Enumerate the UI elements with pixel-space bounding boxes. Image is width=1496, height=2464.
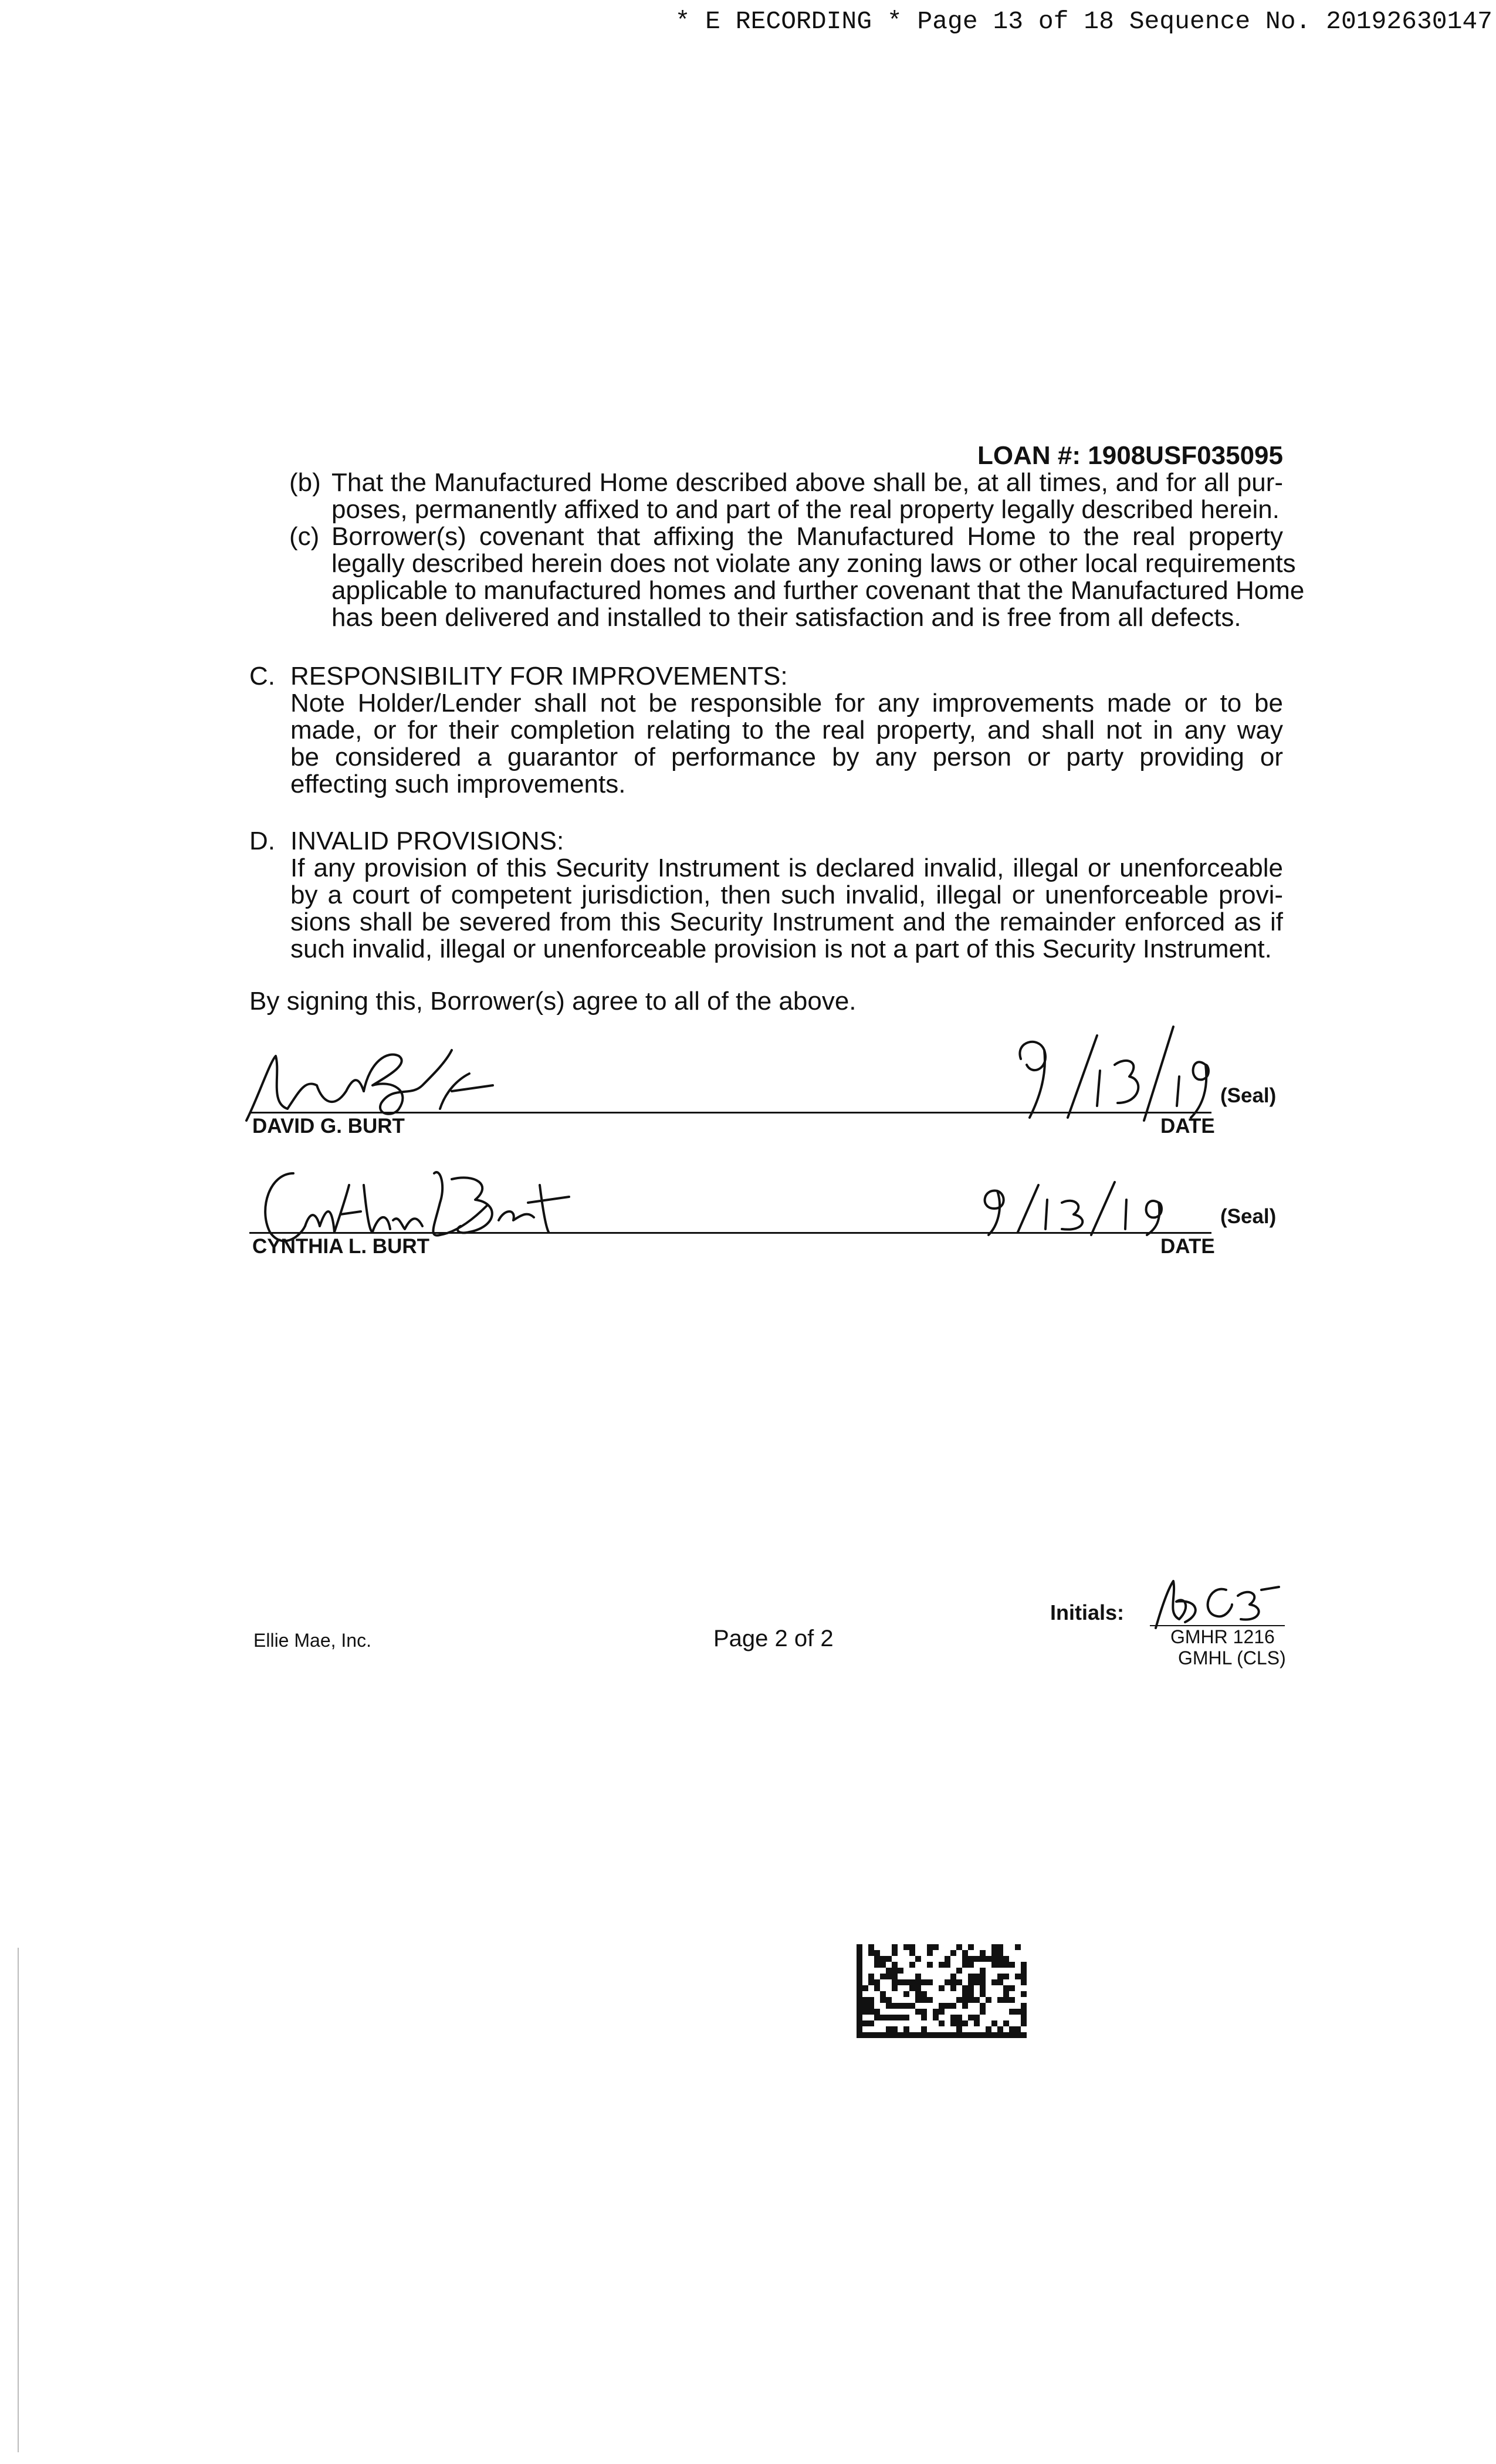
barcode-module xyxy=(892,1944,898,1950)
item-b-marker: (b) xyxy=(289,468,321,497)
barcode-module xyxy=(1009,2026,1015,2032)
barcode-module xyxy=(868,2003,874,2009)
barcode-module xyxy=(980,1985,986,1991)
barcode-module xyxy=(950,2003,956,2009)
barcode-module xyxy=(892,1985,898,1991)
barcode-module xyxy=(915,1985,921,1991)
barcode-module xyxy=(868,1974,874,1979)
barcode-module xyxy=(945,2003,950,2009)
barcode-module xyxy=(945,1979,950,1985)
barcode-module xyxy=(909,1944,915,1950)
barcode-module xyxy=(974,2015,980,2020)
barcode-module xyxy=(886,2026,892,2032)
barcode-module xyxy=(1015,2032,1021,2038)
barcode-module xyxy=(956,1997,962,2003)
barcode-module xyxy=(1015,2026,1021,2032)
barcode-module xyxy=(886,2032,892,2038)
barcode-module xyxy=(874,1979,880,1985)
barcode-module xyxy=(874,2015,880,2020)
barcode-module xyxy=(968,1944,974,1950)
barcode-module xyxy=(933,2015,939,2020)
barcode-module xyxy=(880,1962,886,1968)
barcode-module xyxy=(1009,1985,1015,1991)
barcode-module xyxy=(945,2032,950,2038)
barcode-module xyxy=(980,2003,986,2009)
barcode-module xyxy=(915,1991,921,1997)
section-d-text xyxy=(290,855,1283,963)
barcode-module xyxy=(974,1974,980,1979)
form-sub-code: GMHL (CLS) xyxy=(1178,1647,1286,1668)
barcode-module xyxy=(968,1974,974,1979)
barcode-module xyxy=(857,2015,862,2020)
barcode-module xyxy=(862,2020,868,2026)
barcode-module xyxy=(997,1979,1003,1985)
barcode-module xyxy=(1021,2032,1027,2038)
section-d-title: INVALID PROVISIONS: xyxy=(290,827,564,855)
barcode-module xyxy=(857,1962,862,1968)
barcode-module xyxy=(921,1997,927,2003)
footer-page-number: Page 2 of 2 xyxy=(713,1626,834,1651)
barcode-module xyxy=(857,1991,862,1997)
scan-edge-mark xyxy=(18,1948,19,2452)
barcode-module xyxy=(939,2032,945,2038)
barcode-module xyxy=(1021,2015,1027,2020)
barcode-module xyxy=(915,1974,921,1979)
barcode-module xyxy=(857,2020,862,2026)
barcode-module xyxy=(968,1956,974,1962)
date-label-2: DATE xyxy=(1160,1235,1215,1258)
barcode-module xyxy=(909,2032,915,2038)
barcode-icon xyxy=(857,1944,1027,2038)
section-c-line: effecting such improvements. xyxy=(290,770,626,798)
barcode-module xyxy=(903,2003,909,2009)
barcode-module xyxy=(857,1968,862,1974)
barcode-module xyxy=(927,1979,933,1985)
barcode-module xyxy=(862,1997,868,2003)
barcode-module xyxy=(991,1962,997,1968)
barcode-module xyxy=(1015,1944,1021,1950)
barcode-module xyxy=(903,1991,909,1997)
barcode-module xyxy=(874,2009,880,2015)
barcode-module xyxy=(874,1962,880,1968)
barcode-module xyxy=(862,2009,868,2015)
barcode-module xyxy=(956,2015,962,2020)
initials-label: Initials: xyxy=(1050,1600,1125,1624)
barcode-module xyxy=(997,1950,1003,1956)
barcode-module xyxy=(880,2015,886,2020)
barcode-module xyxy=(991,2032,997,2038)
signer-name-1: DAVID G. BURT xyxy=(252,1115,405,1138)
item-b-line: poses, permanently affixed to and part of the real property legally described herein. xyxy=(331,495,1280,524)
barcode-module xyxy=(939,2009,945,2015)
barcode-module xyxy=(927,2032,933,2038)
barcode-module xyxy=(968,1985,974,1991)
barcode-module xyxy=(991,1979,997,1985)
barcode-module xyxy=(962,1950,968,1956)
barcode-module xyxy=(980,1991,986,1997)
barcode-module xyxy=(915,1956,921,1962)
barcode-module xyxy=(868,2020,874,2026)
item-c-marker: (c) xyxy=(289,522,320,551)
barcode-module xyxy=(915,1979,921,1985)
item-c-line: Borrower(s) covenant that affixing the Manufactured Home to the real property xyxy=(331,522,1283,551)
barcode-module xyxy=(857,1985,862,1991)
barcode-module xyxy=(980,1979,986,1985)
barcode-module xyxy=(1009,2032,1015,2038)
barcode-module xyxy=(991,1956,997,1962)
barcode-module xyxy=(880,1997,886,2003)
barcode-module xyxy=(1009,2009,1015,2015)
barcode-module xyxy=(962,2032,968,2038)
barcode-module xyxy=(868,1979,874,1985)
loan-number-line xyxy=(977,441,1283,471)
barcode-module xyxy=(874,1950,880,1956)
barcode-module xyxy=(1003,1962,1009,1968)
barcode-module xyxy=(980,2032,986,2038)
barcode-module xyxy=(997,1956,1003,1962)
signature-line-2 xyxy=(249,1232,1211,1234)
barcode-module xyxy=(997,2026,1003,2032)
signature-line-1 xyxy=(249,1112,1211,1113)
barcode-module xyxy=(1003,1974,1009,1979)
barcode-module xyxy=(950,1950,956,1956)
barcode-module xyxy=(898,2015,903,2020)
barcode-module xyxy=(1021,2020,1027,2026)
barcode-module xyxy=(857,1956,862,1962)
barcode-module xyxy=(927,1997,933,2003)
barcode-module xyxy=(927,1944,933,1950)
barcode-module xyxy=(997,1997,1003,2003)
seal-label-1: (Seal) xyxy=(1220,1084,1277,1107)
barcode-module xyxy=(986,1956,991,1962)
item-c-text xyxy=(331,522,1305,632)
barcode-module xyxy=(886,1997,892,2003)
barcode-module xyxy=(950,2032,956,2038)
barcode-module xyxy=(974,1997,980,2003)
barcode-module xyxy=(933,2032,939,2038)
barcode-module xyxy=(968,2015,974,2020)
barcode-module xyxy=(892,1950,898,1956)
barcode-module xyxy=(997,2032,1003,2038)
date-label-1: DATE xyxy=(1160,1115,1215,1138)
barcode-module xyxy=(956,1968,962,1974)
section-c-marker: C. xyxy=(249,662,275,691)
barcode-module xyxy=(892,1962,898,1968)
barcode-module xyxy=(898,1968,903,1974)
barcode-module xyxy=(968,2032,974,2038)
section-c-text xyxy=(290,690,1283,798)
barcode-module xyxy=(968,1997,974,2003)
barcode-module xyxy=(962,1956,968,1962)
barcode-module xyxy=(968,1991,974,1997)
barcode-module xyxy=(980,2009,986,2015)
barcode-module xyxy=(974,1956,980,1962)
barcode-module xyxy=(1003,1985,1009,1991)
barcode-module xyxy=(898,2003,903,2009)
barcode-module xyxy=(927,1950,933,1956)
barcode-module xyxy=(950,1985,956,1991)
barcode-module xyxy=(921,1991,927,1997)
barcode-module xyxy=(921,1979,927,1985)
agreement-text: By signing this, Borrower(s) agree to all of the above. xyxy=(249,987,857,1016)
section-d-line: such invalid, illegal or unenforceable provision is not a part of this Security Instrument. xyxy=(290,935,1272,963)
barcode-module xyxy=(939,2020,945,2026)
barcode-module xyxy=(892,2032,898,2038)
barcode-module xyxy=(868,1997,874,2003)
barcode-module xyxy=(874,2032,880,2038)
barcode-module xyxy=(915,2009,921,2015)
barcode-module xyxy=(1003,2020,1009,2026)
barcode-module xyxy=(968,1962,974,1968)
barcode-module xyxy=(857,1997,862,2003)
barcode-module xyxy=(892,1974,898,1979)
loan-label: LOAN #: xyxy=(977,441,1081,470)
barcode-module xyxy=(980,1968,986,1974)
barcode-module xyxy=(974,2032,980,2038)
barcode-module xyxy=(956,1979,962,1985)
item-c-line: applicable to manufactured homes and further covenant that the Manufactured Home xyxy=(331,576,1305,605)
barcode-module xyxy=(1003,1991,1009,1997)
section-c-line: Note Holder/Lender shall not be responsible for any improvements made or to be xyxy=(290,689,1283,717)
barcode-module xyxy=(950,2020,956,2026)
handwritten-date-2 xyxy=(974,1179,1209,1238)
barcode-module xyxy=(862,2032,868,2038)
barcode-module xyxy=(921,2032,927,2038)
item-c-line: legally described herein does not violate any zoning laws or other local requirements xyxy=(331,549,1296,578)
seal-label-2: (Seal) xyxy=(1220,1205,1277,1228)
barcode-module xyxy=(868,1944,874,1950)
barcode-module xyxy=(909,1985,915,1991)
form-code: GMHR 1216 xyxy=(1170,1626,1275,1647)
barcode-module xyxy=(1021,1979,1027,1985)
barcode-module xyxy=(915,2032,921,2038)
barcode-module xyxy=(921,2026,927,2032)
section-d-marker: D. xyxy=(249,827,275,855)
barcode-module xyxy=(933,2009,939,2015)
barcode-module xyxy=(886,1968,892,1974)
barcode-module xyxy=(939,1962,945,1968)
barcode-module xyxy=(1003,1956,1009,1962)
barcode-module xyxy=(886,2003,892,2009)
barcode-module xyxy=(909,1979,915,1985)
section-c-line: made, or for their completion relating to the real property, and shall not in any way xyxy=(290,716,1283,744)
barcode-module xyxy=(968,1979,974,1985)
barcode-module xyxy=(898,1979,903,1985)
barcode-module xyxy=(962,1962,968,1968)
barcode-module xyxy=(880,1974,886,1979)
barcode-module xyxy=(962,1991,968,1997)
barcode-module xyxy=(874,1956,880,1962)
barcode-module xyxy=(962,2003,968,2009)
barcode-module xyxy=(950,1974,956,1979)
barcode-module xyxy=(880,2032,886,2038)
barcode-module xyxy=(997,1962,1003,1968)
barcode-module xyxy=(945,1962,950,1968)
barcode-module xyxy=(886,2015,892,2020)
item-c-line: has been delivered and installed to their satisfaction and is free from all defects. xyxy=(331,603,1241,632)
section-c-title: RESPONSIBILITY FOR IMPROVEMENTS: xyxy=(290,662,788,691)
section-c-line: be considered a guarantor of performance by any person or party providing or xyxy=(290,743,1283,771)
barcode-module xyxy=(980,1950,986,1956)
barcode-module xyxy=(874,1985,880,1991)
barcode-module xyxy=(956,1944,962,1950)
barcode-module xyxy=(1009,1962,1015,1968)
barcode-module xyxy=(903,1979,909,1985)
barcode-module xyxy=(991,1950,997,1956)
barcode-module xyxy=(1003,2032,1009,2038)
barcode-module xyxy=(986,2026,991,2032)
barcode-module xyxy=(862,2003,868,2009)
barcode-module xyxy=(892,1968,898,1974)
barcode-module xyxy=(986,2032,991,2038)
barcode-module xyxy=(980,1956,986,1962)
barcode-module xyxy=(927,1962,933,1968)
handwritten-date-1 xyxy=(1003,1024,1226,1129)
barcode-module xyxy=(933,1944,939,1950)
barcode-module xyxy=(1021,1962,1027,1968)
barcode-module xyxy=(921,2009,927,2015)
barcode-module xyxy=(1003,1997,1009,2003)
barcode-module xyxy=(857,2003,862,2009)
barcode-module xyxy=(1015,1974,1021,1979)
barcode-module xyxy=(962,1997,968,2003)
barcode-module xyxy=(857,1979,862,1985)
barcode-module xyxy=(892,1979,898,1985)
barcode-module xyxy=(956,2026,962,2032)
section-d-line: sions shall be severed from this Security Instrument and the remainder enforced as if xyxy=(290,908,1283,936)
barcode-module xyxy=(868,2032,874,2038)
barcode-module xyxy=(857,2026,862,2032)
barcode-module xyxy=(991,2020,997,2026)
signer-name-2: CYNTHIA L. BURT xyxy=(252,1235,430,1258)
barcode-module xyxy=(892,2026,898,2032)
barcode-module xyxy=(945,1956,950,1962)
barcode-module xyxy=(857,2032,862,2038)
barcode-module xyxy=(909,1950,915,1956)
footer-company: Ellie Mae, Inc. xyxy=(253,1630,371,1651)
barcode-module xyxy=(962,1985,968,1991)
barcode-module xyxy=(857,1944,862,1950)
barcode-module xyxy=(980,1974,986,1979)
barcode-module xyxy=(892,2015,898,2020)
barcode-module xyxy=(909,1962,915,1968)
barcode-module xyxy=(903,2032,909,2038)
barcode-module xyxy=(991,1944,997,1950)
section-d-line: If any provision of this Security Instrument is declared invalid, illegal or unenforceable xyxy=(290,854,1283,882)
barcode-module xyxy=(898,2032,903,2038)
barcode-module xyxy=(921,2015,927,2020)
barcode-module xyxy=(1021,2003,1027,2009)
barcode-module xyxy=(974,2020,980,2026)
section-d-line: by a court of competent jurisdiction, then such invalid, illegal or unenforceable provi- xyxy=(290,881,1283,909)
barcode-module xyxy=(950,2015,956,2020)
barcode-module xyxy=(956,2020,962,2026)
recording-stamp: * E RECORDING * Page 13 of 18 Sequence No. 20192630147 xyxy=(675,7,1492,36)
barcode-module xyxy=(986,1997,991,2003)
barcode-module xyxy=(997,1944,1003,1950)
barcode-module xyxy=(1009,1997,1015,2003)
barcode-module xyxy=(1021,2009,1027,2015)
barcode-module xyxy=(1021,1991,1027,1997)
barcode-module xyxy=(939,2003,945,2009)
barcode-module xyxy=(1015,2009,1021,2015)
barcode-module xyxy=(1021,1974,1027,1979)
loan-number: 1908USF035095 xyxy=(1088,441,1283,470)
barcode-module xyxy=(915,1997,921,2003)
barcode-module xyxy=(880,1991,886,1997)
barcode-module xyxy=(974,1979,980,1985)
barcode-module xyxy=(892,2003,898,2009)
barcode-module xyxy=(939,1985,945,1991)
barcode-module xyxy=(862,1985,868,1991)
barcode-module xyxy=(857,1950,862,1956)
barcode-module xyxy=(903,1944,909,1950)
barcode-module xyxy=(868,2009,874,2015)
barcode-module xyxy=(886,1974,892,1979)
barcode-module xyxy=(868,1950,874,1956)
item-b-text xyxy=(331,469,1283,523)
barcode-module xyxy=(997,1974,1003,1979)
barcode-module xyxy=(1021,1968,1027,1974)
barcode-module xyxy=(880,1956,886,1962)
barcode-module xyxy=(903,2015,909,2020)
barcode-module xyxy=(886,1956,892,1962)
barcode-module xyxy=(962,2020,968,2026)
barcode-module xyxy=(857,2009,862,2015)
item-b-line: That the Manufactured Home described above shall be, at all times, and for all pur- xyxy=(331,468,1283,497)
barcode-module xyxy=(857,1974,862,1979)
barcode-module xyxy=(909,2003,915,2009)
barcode-module xyxy=(956,2032,962,2038)
barcode-module xyxy=(903,2026,909,2032)
barcode-module xyxy=(950,1979,956,1985)
